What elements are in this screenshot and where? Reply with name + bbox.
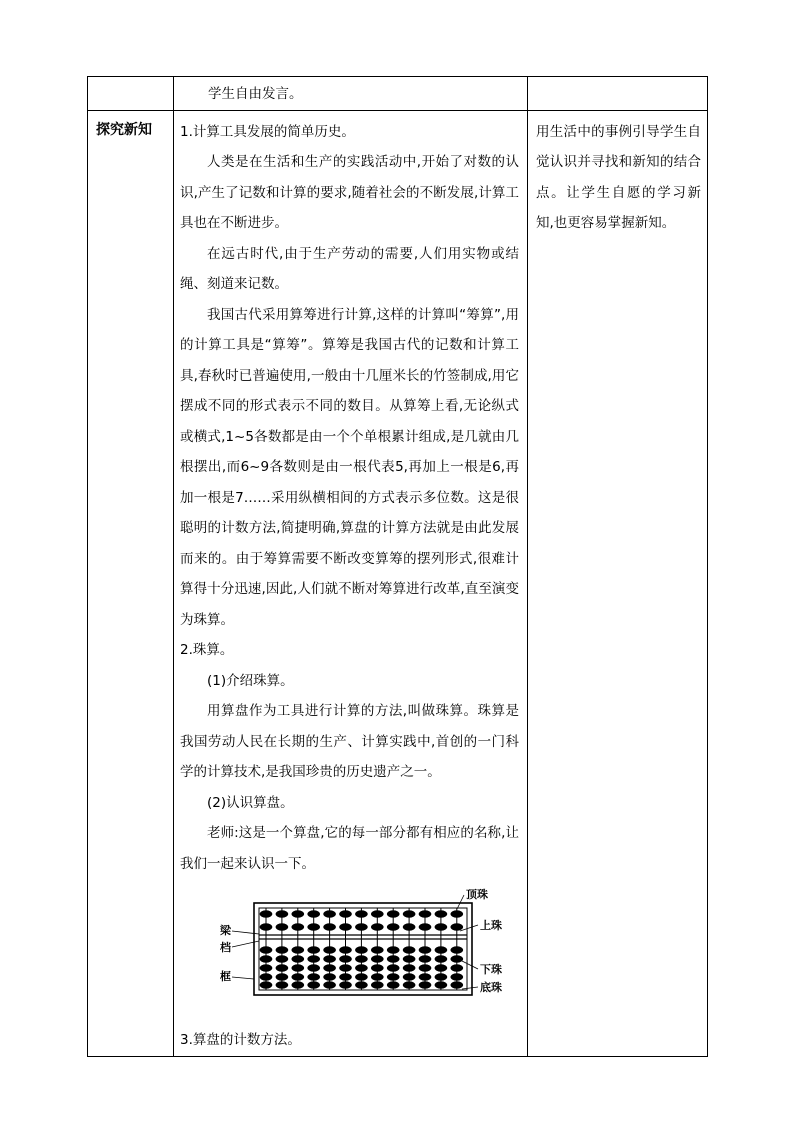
table-row <box>88 77 708 111</box>
abacus-lower-bead <box>307 964 320 971</box>
abacus-diagram <box>180 887 520 1025</box>
abacus-lower-bead <box>451 946 464 953</box>
abacus-lower-bead <box>323 955 336 962</box>
abacus-lower-bead <box>323 981 336 988</box>
content-cell <box>174 110 528 1056</box>
row0-text: 学生自由发言。 <box>208 86 303 102</box>
abacus-lower-bead <box>371 946 384 953</box>
abacus-lower-bead <box>292 973 305 980</box>
abacus-lower-bead <box>276 981 289 988</box>
design-note: 用生活中的事例引导学生自觉认识并寻找和新知的结合点。让学生自愿的学习新知,也更容易掌握新知。 <box>536 123 701 231</box>
abacus-upper-bead <box>292 910 305 917</box>
abacus-lower-bead <box>355 964 368 971</box>
abacus-lower-bead <box>435 973 448 980</box>
abacus-lower-bead <box>451 981 464 988</box>
abacus-lower-bead <box>339 964 352 971</box>
abacus-upper-bead <box>323 923 336 930</box>
abacus-lower-bead <box>292 946 305 953</box>
abacus-lower-bead <box>371 973 384 980</box>
label-leader-line <box>232 941 259 947</box>
paragraph: 我国古代采用算筹进行计算,这样的计算叫“筹算”,用的计算工具是“算筹”。算筹是我国古代的记数和计算工具,春秋时已普遍使用,一般由十几厘米长的竹签制成,用它摆成不同的形式表示不同的数目。从算筹上看,无论纵式或横式,1~5各数都是由一个个单根累计组成,是几就由几根摆出,而6~9各数则是由一根代表5,再加上一根是6,再加一根是7……采用纵横相间的方式表示多位数。这是很聪明的计数方法,简捷明确,算盘的计算方法就是由此发展而来的。由于筹算需要不断改变算筹的摆列形式,很难计算得十分迅速,因此,人们就不断对筹算进行改革,直至演变为珠算。 <box>180 306 519 628</box>
content-cell <box>174 77 528 111</box>
abacus-upper-bead <box>371 923 384 930</box>
label-bottom-bead: 底珠 <box>480 981 502 994</box>
abacus-upper-bead <box>451 923 464 930</box>
abacus-lower-bead <box>339 973 352 980</box>
stage-cell <box>88 110 174 1056</box>
abacus-lower-bead <box>276 946 289 953</box>
abacus-upper-bead <box>355 910 368 917</box>
abacus-lower-bead <box>355 973 368 980</box>
abacus-lower-bead <box>339 955 352 962</box>
abacus-upper-bead <box>435 923 448 930</box>
abacus-lower-bead <box>403 946 416 953</box>
abacus-upper-bead <box>323 910 336 917</box>
abacus-lower-bead <box>307 946 320 953</box>
abacus-lower-bead <box>371 981 384 988</box>
paragraph-heading-1: 1.计算工具发展的简单历史。 <box>180 123 355 140</box>
abacus-lower-bead <box>419 964 432 971</box>
abacus-lower-bead <box>355 981 368 988</box>
abacus-lower-bead <box>451 955 464 962</box>
abacus-lower-bead <box>260 973 273 980</box>
abacus-lower-bead <box>387 981 400 988</box>
lesson-plan-table <box>87 76 708 1057</box>
abacus-lower-bead <box>260 981 273 988</box>
abacus-upper-bead <box>307 923 320 930</box>
abacus-upper-bead <box>419 923 432 930</box>
label-upper-bead: 上珠 <box>480 919 502 932</box>
abacus-upper-bead <box>355 923 368 930</box>
abacus-lower-bead <box>403 964 416 971</box>
label-leader-line <box>462 961 478 969</box>
abacus-lower-bead <box>387 964 400 971</box>
abacus-lower-bead <box>403 973 416 980</box>
label-leader-line <box>462 987 478 989</box>
paragraph: 在远古时代,由于生产劳动的需要,人们用实物或结绳、刻道来记数。 <box>180 245 519 292</box>
abacus-figure <box>180 887 519 1025</box>
paragraph-subheading: (1)介绍珠算。 <box>207 672 294 689</box>
abacus-lower-bead <box>355 955 368 962</box>
abacus-upper-bead <box>387 923 400 930</box>
abacus-upper-bead <box>419 910 432 917</box>
abacus-upper-bead <box>276 923 289 930</box>
abacus-upper-bead <box>260 910 273 917</box>
paragraph: 人类是在生活和生产的实践活动中,开始了对数的认识,产生了记数和计算的要求,随着社会的不断发展,计算工具也在不断进步。 <box>180 154 519 231</box>
note-cell <box>528 110 708 1056</box>
abacus-lower-bead <box>339 946 352 953</box>
stage-cell-empty <box>88 77 174 111</box>
abacus-upper-bead <box>339 910 352 917</box>
abacus-upper-bead <box>403 910 416 917</box>
abacus-lower-bead <box>339 981 352 988</box>
abacus-lower-bead <box>276 955 289 962</box>
abacus-upper-bead <box>387 910 400 917</box>
abacus-lower-bead <box>419 981 432 988</box>
label-top-bead: 顶珠 <box>466 888 488 901</box>
abacus-lower-bead <box>260 955 273 962</box>
abacus-upper-bead <box>403 923 416 930</box>
label-leader-line <box>457 895 464 909</box>
abacus-lower-bead <box>435 981 448 988</box>
abacus-lower-bead <box>276 973 289 980</box>
abacus-lower-bead <box>355 946 368 953</box>
abacus-lower-bead <box>292 955 305 962</box>
abacus-lower-bead <box>292 981 305 988</box>
stage-label: 探究新知 <box>96 121 152 138</box>
abacus-lower-bead <box>323 946 336 953</box>
abacus-upper-bead <box>307 910 320 917</box>
abacus-lower-bead <box>403 981 416 988</box>
abacus-lower-bead <box>419 946 432 953</box>
abacus-lower-bead <box>307 973 320 980</box>
abacus-lower-bead <box>451 973 464 980</box>
label-lower-bead: 下珠 <box>480 963 502 976</box>
abacus-lower-bead <box>451 964 464 971</box>
abacus-lower-bead <box>260 964 273 971</box>
abacus-upper-bead <box>292 923 305 930</box>
label-leader-line <box>232 931 259 934</box>
abacus-lower-bead <box>435 964 448 971</box>
abacus-lower-bead <box>435 946 448 953</box>
abacus-upper-bead <box>260 923 273 930</box>
abacus-lower-bead <box>323 964 336 971</box>
label-beam: 梁 <box>220 924 231 937</box>
abacus-lower-bead <box>323 973 336 980</box>
label-frame: 框 <box>220 970 231 983</box>
abacus-lower-bead <box>387 973 400 980</box>
abacus-lower-bead <box>292 964 305 971</box>
abacus-lower-bead <box>371 964 384 971</box>
paragraph: 老师:这是一个算盘,它的每一部分都有相应的名称,让我们一起来认识一下。 <box>180 825 519 872</box>
table-row <box>88 110 708 1056</box>
abacus-lower-bead <box>307 955 320 962</box>
label-leader-line <box>232 977 254 979</box>
abacus-upper-bead <box>339 923 352 930</box>
label-rod: 档 <box>220 941 231 954</box>
abacus-lower-bead <box>371 955 384 962</box>
paragraph-subheading: (2)认识算盘。 <box>207 794 294 811</box>
abacus-upper-bead <box>276 910 289 917</box>
paragraph: 用算盘作为工具进行计算的方法,叫做珠算。珠算是我国劳动人民在长期的生产、计算实践中,首创的一门科学的计算技术,是我国珍贵的历史遗产之一。 <box>180 703 519 780</box>
note-cell-empty <box>528 77 708 111</box>
paragraph-heading-3: 3.算盘的计数方法。 <box>180 1032 301 1048</box>
abacus-lower-bead <box>387 955 400 962</box>
abacus-lower-bead <box>260 946 273 953</box>
abacus-lower-bead <box>403 955 416 962</box>
paragraph-heading-2: 2.珠算。 <box>180 642 234 658</box>
abacus-lower-bead <box>307 981 320 988</box>
abacus-lower-bead <box>435 955 448 962</box>
abacus-upper-bead <box>435 910 448 917</box>
abacus-lower-bead <box>387 946 400 953</box>
abacus-lower-bead <box>419 973 432 980</box>
abacus-lower-bead <box>276 964 289 971</box>
abacus-upper-bead <box>371 910 384 917</box>
abacus-lower-bead <box>419 955 432 962</box>
abacus-upper-bead <box>451 910 464 917</box>
